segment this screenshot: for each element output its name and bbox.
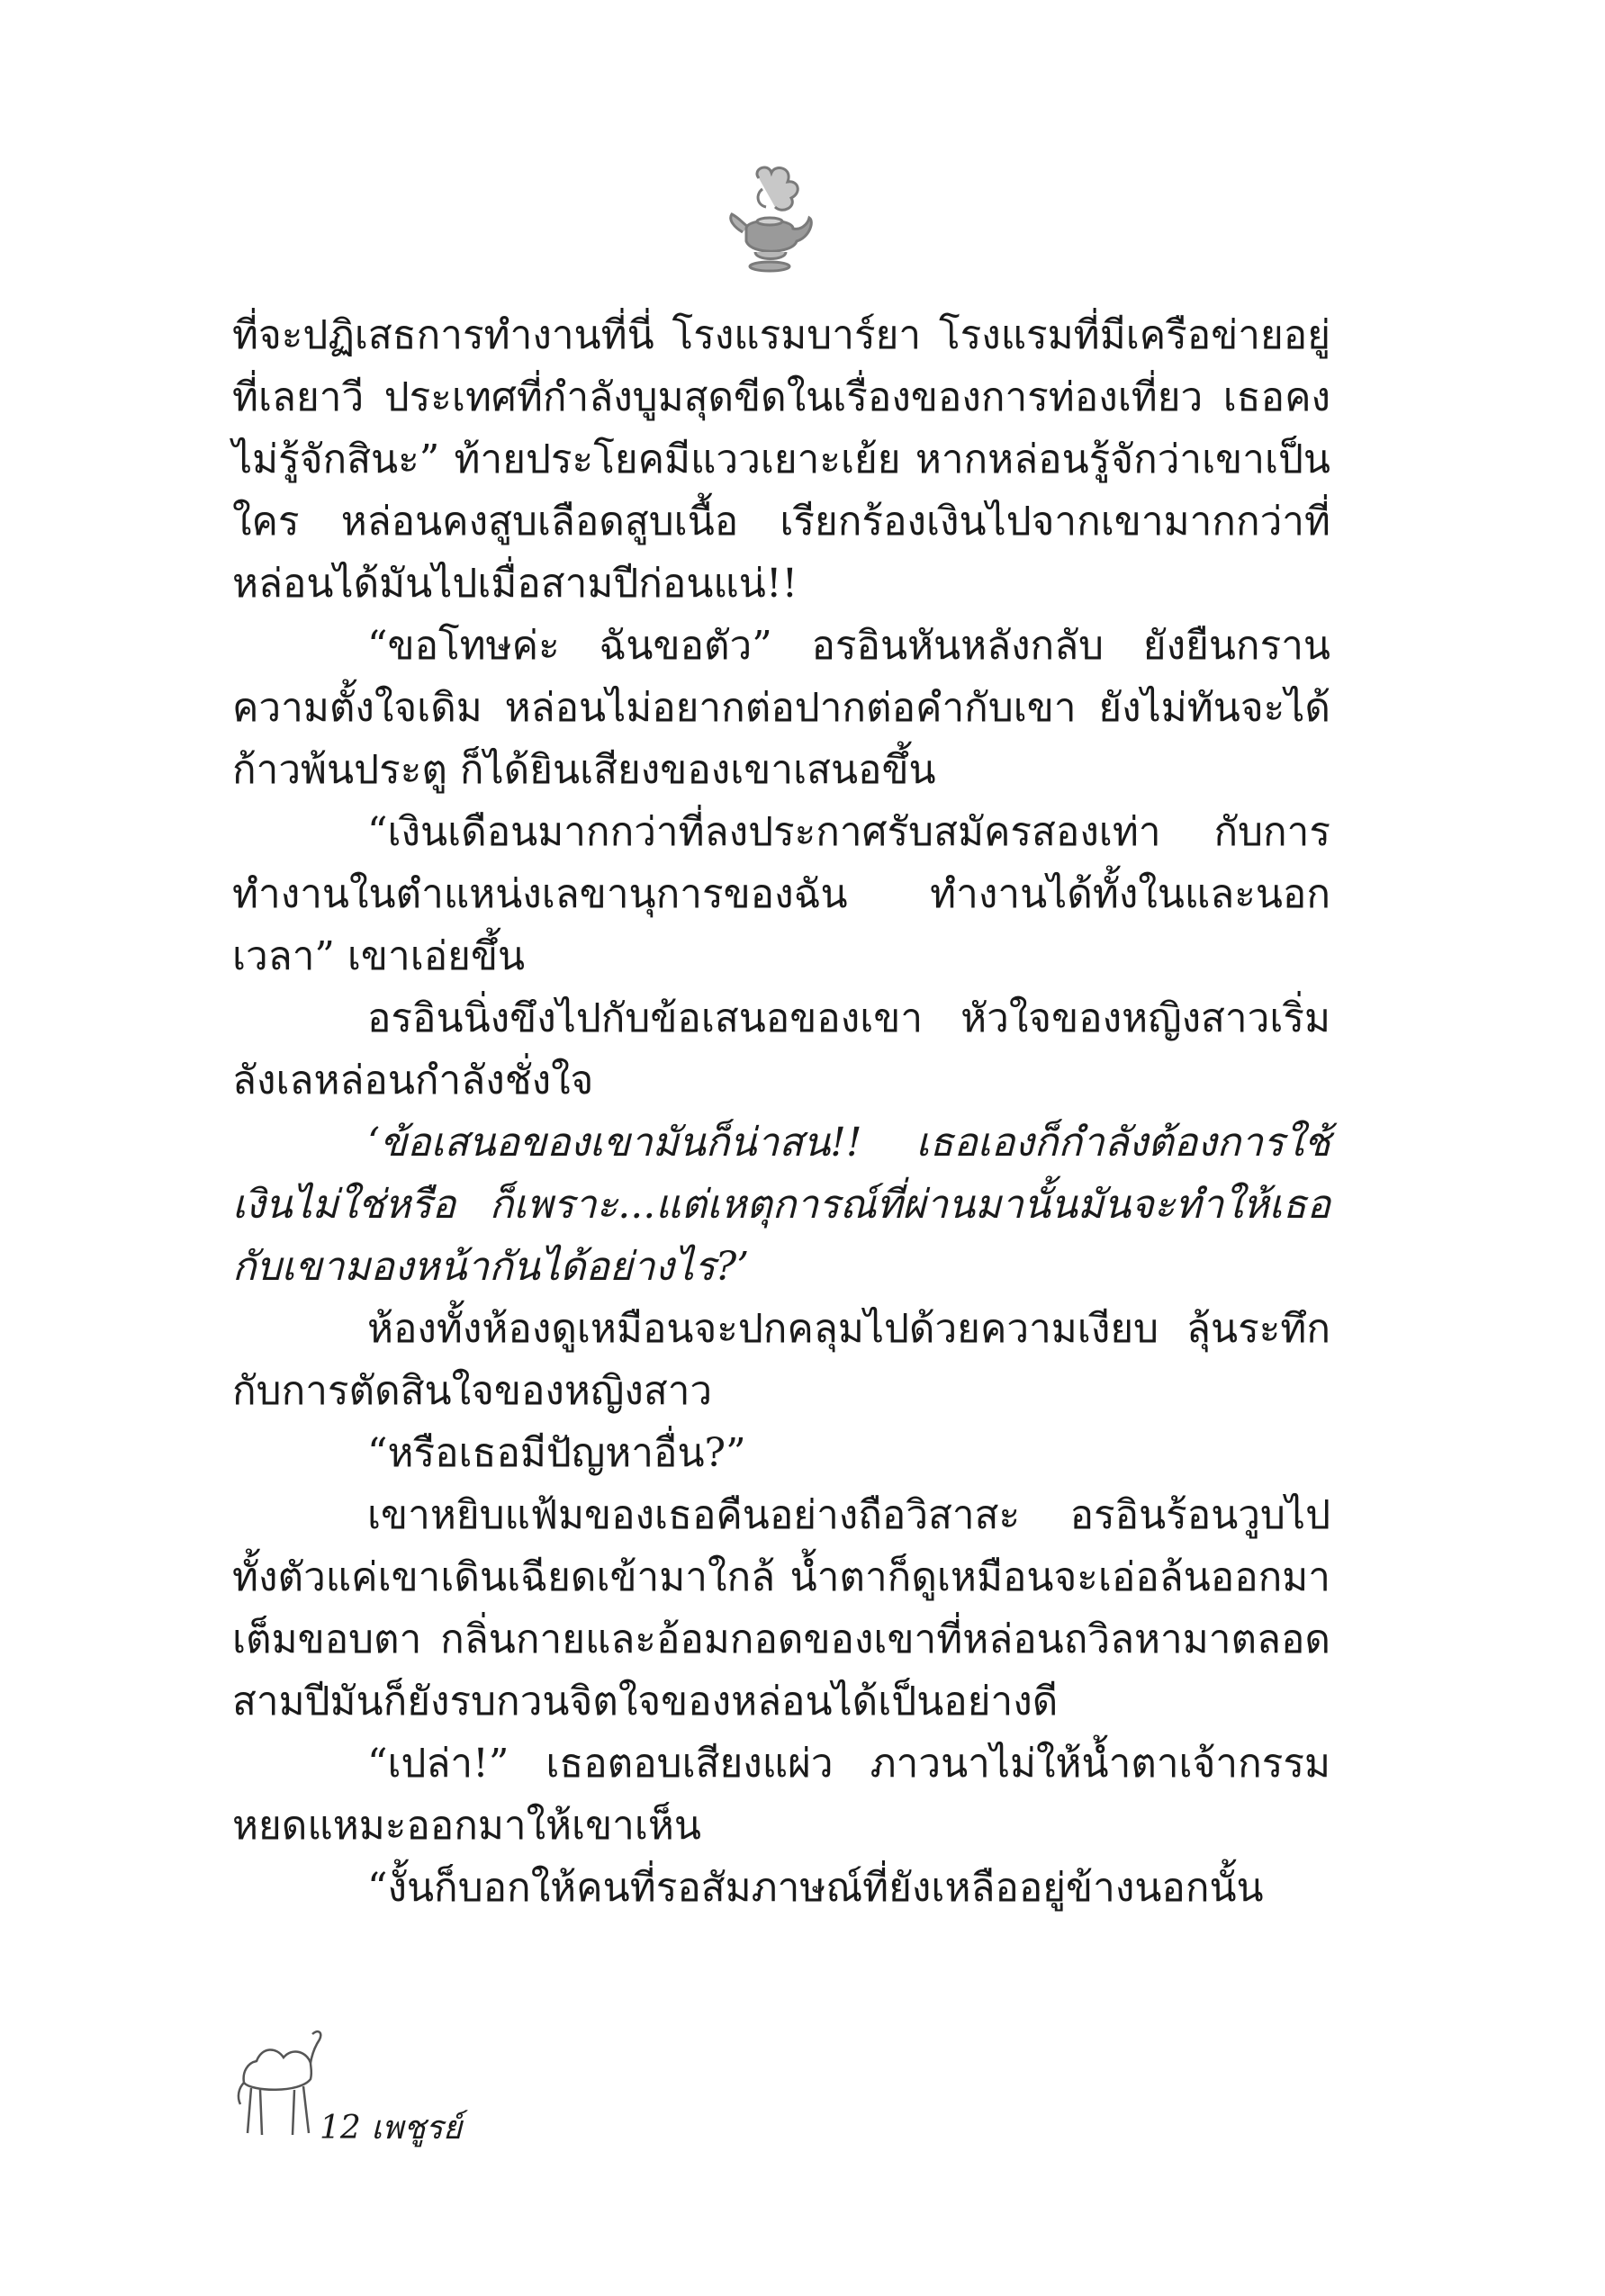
paragraph: เขาหยิบแฟ้มของเธอคืนอย่างถือวิสาสะ อรอินร้อนวูบไปทั้งตัวแค่เขาเดินเฉียดเข้ามาใกล้ น้ำตาก็ดูเหมือนจะเอ่อล้นออกมาเต็มขอบตา กลิ่นกายและอ้อมกอดของเขาที่หล่อนถวิลหามาตลอดสามปีมันก็ยังรบกวนจิตใจของหล่อนได้เป็นอย่างดี — [232, 1492, 1330, 1724]
paragraph-inner-thought: ‘ข้อเสนอของเขามันก็น่าสน!! เธอเองก็กำลังต้องการใช้เงินไม่ใช่หรือ ก็เพราะ...แต่เหตุการณ์ที่ผ่านมานั้นมันจะทำให้เธอกับเขามองหน้ากันได้อย่างไร?’ — [232, 1120, 1330, 1290]
paragraph: “เงินเดือนมากกว่าที่ลงประกาศรับสมัครสองเท่า กับการทำงานในตำแหน่งเลขานุการของฉัน ทำงานได้ทั้งในและนอกเวลา” เขาเอ่ยขึ้น — [232, 809, 1330, 979]
page-number-label: 12 เพชูรย์ — [320, 2110, 463, 2147]
paragraph: อรอินนิ่งขึงไปกับข้อเสนอของเขา หัวใจของหญิงสาวเริ่มลังเลหล่อนกำลังชั่งใจ — [232, 995, 1330, 1103]
page-footer — [230, 2016, 680, 2160]
body-text — [232, 304, 1330, 1919]
paragraph: “หรือเธอมีปัญหาอื่น?” — [367, 1430, 746, 1476]
camel-icon — [230, 2016, 329, 2142]
paragraph: “งั้นก็บอกให้คนที่รอสัมภาษณ์ที่ยังเหลืออยู่ข้างนอกนั้น — [367, 1865, 1264, 1911]
paragraph: “ขอโทษค่ะ ฉันขอตัว” อรอินหันหลังกลับ ยังยืนกรานความตั้งใจเดิม หล่อนไม่อยากต่อปากต่อคำกับเขา ยังไม่ทันจะได้ก้าวพ้นประตู ก็ได้ยินเสียงของเขาเสนอขึ้น — [232, 623, 1330, 793]
paragraph: ห้องทั้งห้องดูเหมือนจะปกคลุมไปด้วยความเงียบ ลุ้นระทึกกับการตัดสินใจของหญิงสาว — [232, 1306, 1330, 1414]
paragraph: “เปล่า!” เธอตอบเสียงแผ่ว ภาวนาไม่ให้น้ำตาเจ้ากรรมหยดแหมะออกมาให้เขาเห็น — [232, 1741, 1330, 1849]
genie-lamp-icon — [716, 162, 824, 279]
paragraph: ที่จะปฏิเสธการทำงานที่นี่ โรงแรมบาร์ยา โรงแรมที่มีเครือข่ายอยู่ที่เลยาวี ประเทศที่กำลังบูมสุดขีดในเรื่องของการท่องเที่ยว เธอคงไม่รู้จักสินะ” ท้ายประโยคมีแววเยาะเย้ย หากหล่อนรู้จักว่าเขาเป็นใคร หล่อนคงสูบเลือดสูบเนื้อ เรียกร้องเงินไปจากเขามากกว่าที่หล่อนได้มันไปเมื่อสามปีก่อนแน่!! — [232, 312, 1330, 607]
